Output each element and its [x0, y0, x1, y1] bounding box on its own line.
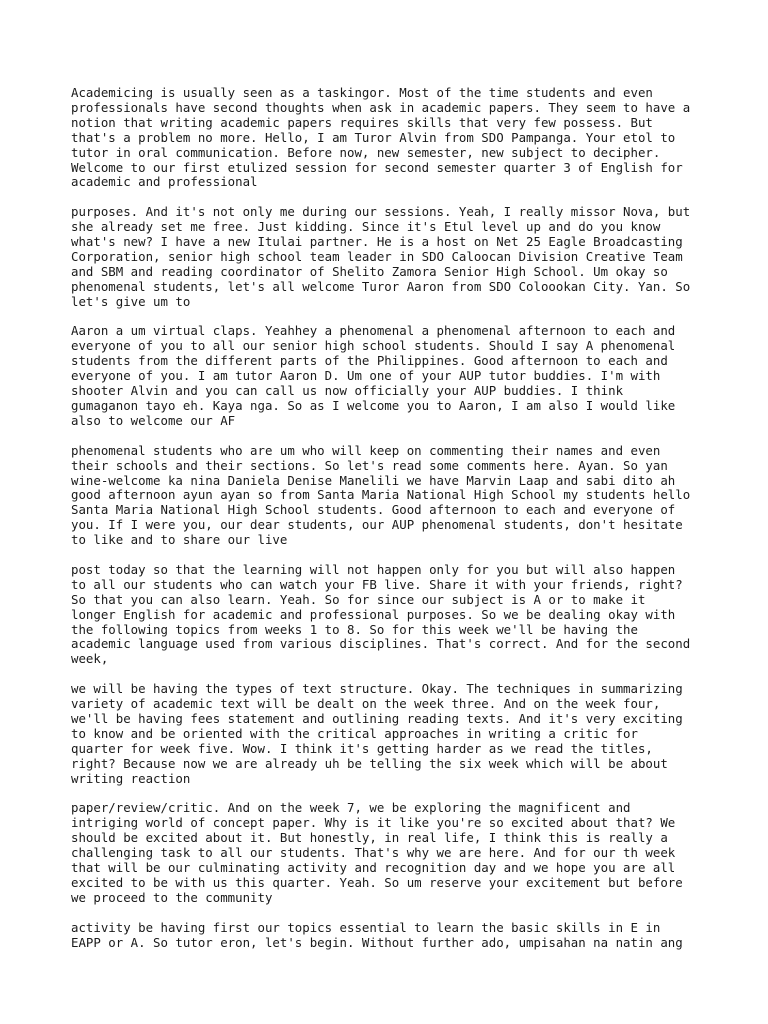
paragraph-7: paper/review/critic. And on the week 7, we be exploring the magnificent and intriging world of concept paper. Why is it like you're so excited about that? We should be excited about it. But honestly, in real life, I think this is really a challenging task to all our students. That's why we are here. And for our th week that will be our culminating activity and recognition day and we hope you are all excited to be with us this quarter. Yeah. So um reserve your excitement but before we proceed to the community	[71, 800, 683, 905]
paragraph-8: activity be having first our topics essential to learn the basic skills in E in EAPP or A. So tutor eron, let's begin. Without further ado, umpisahan na natin ang	[71, 919, 683, 950]
paragraph-2: purposes. And it's not only me during our sessions. Yeah, I really missor Nova, but she already set me free. Just kidding. Since it's Etul level up and do you know what's new? I have a new Itulai partner. He is a host on Net 25 Eagle Broadcasting Corporation, senior high school team leader in SDO Caloocan Division Creative Team and SBM and reading coordinator of Shelito Zamora Senior High School. Um okay so phenomenal students, let's all welcome Turor Aaron from SDO Coloookan City. Yan. So let's give um to	[71, 204, 691, 309]
paragraph-3: Aaron a um virtual claps. Yeahhey a phenomenal a phenomenal afternoon to each and everyone of you to all our senior high school students. Should I say A phenomenal students from the different parts of the Philippines. Good afternoon to each and everyone of you. I am tutor Aaron D. Um one of your AUP tutor buddies. I'm with shooter Alvin and you can call us now officially your AUP buddies. I think gumaganon tayo eh. Kaya nga. So as I welcome you to Aaron, I am also I would like also to welcome our AF	[71, 323, 676, 428]
paragraph-6: we will be having the types of text structure. Okay. The techniques in summarizing variety of academic text will be dealt on the week three. And on the week four, we'll be having fees statement and outlining reading texts. And it's very exciting to know and be oriented with the critical approaches in writing a critic for quarter for week five. Wow. I think it's getting harder as we read the titles, right? Because now we are already uh be telling the six week which will be about writing reaction	[71, 681, 683, 786]
paragraph-1: Academicing is usually seen as a taskingor. Most of the time students and even professionals have second thoughts when ask in academic papers. They seem to have a notion that writing academic papers requires skills that very few possess. But that's a problem no more. Hello, I am Turor Alvin from SDO Pampanga. Your etol to tutor in oral communication. Before now, new semester, new subject to decipher. Welcome to our first etulized session for second semester quarter 3 of English for academic and professional	[71, 85, 691, 190]
paragraph-4: phenomenal students who are um who will keep on commenting their names and even their schools and their sections. So let's read some comments here. Ayan. So yan wine-welcome ka nina Daniela Denise Manelili we have Marvin Laap and sabi dito ah good afternoon ayun ayan so from Santa Maria National High School my students hello Santa Maria National High School students. Good afternoon to each and everyone of you. If I were you, our dear students, our AUP phenomenal students, don't hesitate to like and to share our live	[71, 442, 691, 548]
document-page	[71, 86, 711, 965]
paragraph-5: post today so that the learning will not happen only for you but will also happen to all our students who can watch your FB live. Share it with your friends, right? So that you can also learn. Yeah. So for since our subject is A or to make it longer English for academic and professional purposes. So we be dealing okay with the following topics from weeks 1 to 8. So for this week we'll be having the academic language used from various disciplines. That's correct. And for the second week,	[71, 561, 691, 667]
